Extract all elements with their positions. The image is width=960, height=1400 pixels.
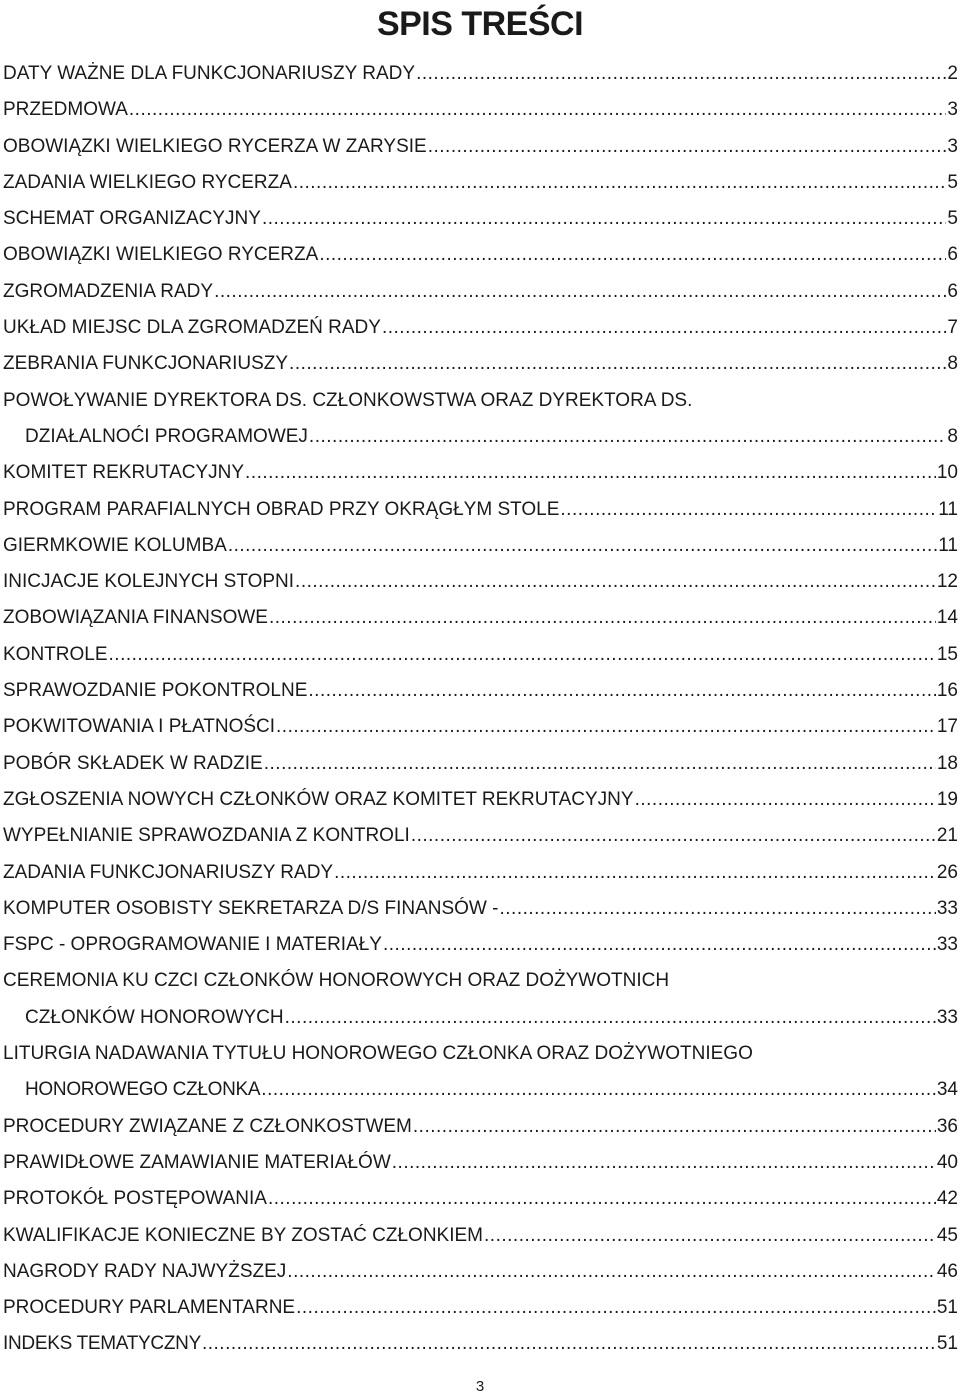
- toc-entry[interactable]: [3, 165, 958, 201]
- toc-entry-title: OBOWIĄZKI WIELKIEGO RYCERZA: [3, 244, 319, 266]
- toc-dot-leader: [484, 1218, 936, 1254]
- toc-dot-leader: [499, 891, 935, 927]
- toc-dot-leader: [264, 746, 936, 782]
- toc-entry-page: 18: [936, 752, 958, 774]
- toc-entry-title: ZGŁOSZENIA NOWYCH CZŁONKÓW ORAZ KOMITET REKRUTACYJNY: [3, 788, 634, 810]
- toc-entry-page: 6: [947, 244, 958, 266]
- toc-entry-title: CZŁONKÓW HONOROWYCH: [25, 1006, 284, 1028]
- toc-entry-title: ZEBRANIA FUNKCJONARIUSZY: [3, 353, 289, 375]
- toc-dot-leader: [411, 818, 936, 854]
- toc-entry-title: POKWITOWANIA I PŁATNOŚCI: [3, 716, 276, 738]
- toc-entry-page: 5: [947, 171, 958, 193]
- toc-entry-title-line1: CEREMONIA KU CZCI CZŁONKÓW HONOROWYCH ORAZ DOŻYWOTNICH: [3, 970, 670, 992]
- toc-dot-leader: [109, 637, 936, 673]
- page-title: SPIS TREŚCI: [376, 5, 584, 43]
- toc-entry-page: 6: [947, 280, 958, 302]
- toc-entry-title: DZIAŁALNOĆI PROGRAMOWEJ: [25, 425, 308, 447]
- toc-dot-leader: [202, 1326, 936, 1362]
- toc-entry-page: 5: [947, 208, 958, 230]
- toc-entry[interactable]: [3, 637, 958, 673]
- toc-dot-leader: [129, 92, 947, 128]
- toc-entry-page: 2: [947, 63, 958, 84]
- toc-entry-page: 33: [936, 934, 958, 956]
- toc-entry-title: PRZEDMOWA: [3, 99, 128, 121]
- toc-dot-leader: [293, 165, 946, 201]
- toc-entry[interactable]: [3, 818, 958, 854]
- toc-dot-leader: [245, 455, 936, 491]
- toc-dot-leader: [262, 201, 946, 237]
- toc-entry[interactable]: [3, 1290, 958, 1326]
- toc-entry[interactable]: [3, 1218, 958, 1254]
- toc-entry-page: 33: [936, 1006, 958, 1028]
- toc-entry[interactable]: [3, 528, 958, 564]
- toc-entry[interactable]: [3, 492, 958, 528]
- toc-entry-page: 26: [936, 861, 958, 883]
- toc-entry[interactable]: [3, 1036, 958, 1109]
- toc-entry-title-line1: POWOŁYWANIE DYREKTORA DS. CZŁONKOWSTWA ORAZ DYREKTORA DS.: [3, 389, 693, 411]
- toc-entry-title: PROTOKÓŁ POSTĘPOWANIA: [3, 1188, 267, 1210]
- toc-entry[interactable]: [3, 782, 958, 818]
- toc-entry-page: 19: [936, 788, 958, 810]
- toc-dot-leader: [416, 56, 946, 92]
- toc-entry-page: 33: [936, 897, 958, 919]
- toc-dot-leader: [319, 237, 946, 273]
- toc-entry[interactable]: [3, 92, 958, 128]
- toc-entry-title: ZOBOWIĄZANIA FINANSOWE: [3, 607, 268, 629]
- toc-entry-title: PROGRAM PARAFIALNYCH OBRAD PRZY OKRĄGŁYM STOLE: [3, 498, 560, 520]
- toc-dot-leader: [214, 274, 946, 310]
- toc-dot-leader: [287, 1254, 936, 1290]
- toc-entry-title: HONOROWEGO CZŁONKA: [25, 1079, 261, 1101]
- toc-entry[interactable]: [3, 1145, 958, 1181]
- toc-entry-page: 40: [936, 1151, 958, 1173]
- toc-dot-leader: [289, 346, 946, 382]
- toc-entry[interactable]: [3, 1254, 958, 1290]
- toc-entry[interactable]: [3, 927, 958, 963]
- toc-entry[interactable]: [3, 746, 958, 782]
- toc-entry[interactable]: [3, 891, 958, 927]
- toc-entry[interactable]: [3, 346, 958, 382]
- toc-entry[interactable]: [3, 237, 958, 273]
- toc-entry-page: 36: [936, 1115, 958, 1137]
- toc-entry-page: 17: [936, 716, 958, 738]
- toc-entry-page: 46: [936, 1260, 958, 1282]
- toc-entry-title: PROCEDURY PARLAMENTARNE: [3, 1297, 296, 1319]
- toc-entry-page: 15: [936, 643, 958, 665]
- toc-entry[interactable]: [3, 274, 958, 310]
- toc-entry-title: PROCEDURY ZWIĄZANE Z CZŁONKOSTWEM: [3, 1115, 412, 1137]
- toc-entry-page: 21: [936, 825, 958, 847]
- toc-dot-leader: [383, 927, 936, 963]
- toc-entry-title: POBÓR SKŁADEK W RADZIE: [3, 752, 263, 774]
- toc-entry[interactable]: [3, 56, 958, 92]
- toc-entry-title: FSPC - OPROGRAMOWANIE I MATERIAŁY: [3, 934, 382, 956]
- toc-entry[interactable]: [3, 709, 958, 745]
- toc-entry-page: 3: [947, 99, 958, 121]
- toc-entry-title: UKŁAD MIEJSC DLA ZGROMADZEŃ RADY: [3, 317, 381, 339]
- toc-entry-title: NAGRODY RADY NAJWYŻSZEJ: [3, 1260, 287, 1282]
- toc-dot-leader: [560, 492, 937, 528]
- toc-entry-title: KOMPUTER OSOBISTY SEKRETARZA D/S FINANSÓW -: [3, 897, 499, 919]
- toc-dot-leader: [428, 129, 947, 165]
- table-of-contents: [3, 56, 958, 1363]
- toc-entry-title: INDEKS TEMATYCZNY: [3, 1333, 201, 1355]
- toc-entry-title: ZGROMADZENIA RADY: [3, 280, 214, 302]
- toc-dot-leader: [392, 1145, 936, 1181]
- toc-entry-page: 3: [947, 135, 958, 157]
- toc-entry-title: KWALIFIKACJE KONIECZNE BY ZOSTAĆ CZŁONKIEM: [3, 1224, 484, 1246]
- toc-entry-title: PRAWIDŁOWE ZAMAWIANIE MATERIAŁÓW: [3, 1151, 391, 1173]
- toc-entry-title: DATY WAŻNE DLA FUNKCJONARIUSZY RADY: [3, 63, 416, 84]
- toc-dot-leader: [309, 419, 947, 455]
- toc-entry[interactable]: [3, 455, 958, 491]
- toc-entry[interactable]: [3, 963, 958, 1036]
- toc-entry-title: KONTROLE: [3, 643, 108, 665]
- toc-entry-page: 42: [936, 1188, 958, 1210]
- toc-dot-leader: [285, 1000, 936, 1036]
- toc-entry-title: GIERMKOWIE KOLUMBA: [3, 534, 227, 556]
- toc-entry-title: KOMITET REKRUTACYJNY: [3, 462, 245, 484]
- toc-entry-title: INICJACJE KOLEJNYCH STOPNI: [3, 571, 295, 593]
- toc-entry[interactable]: [3, 600, 958, 636]
- toc-dot-leader: [269, 600, 936, 636]
- toc-entry[interactable]: [3, 1109, 958, 1145]
- toc-entry-page: 10: [936, 462, 958, 484]
- toc-entry[interactable]: [3, 673, 958, 709]
- toc-entry[interactable]: [3, 310, 958, 346]
- toc-entry[interactable]: [3, 201, 958, 237]
- toc-dot-leader: [268, 1181, 936, 1217]
- toc-entry-page: 34: [936, 1079, 958, 1101]
- toc-entry-title: WYPEŁNIANIE SPRAWOZDANIA Z KONTROLI: [3, 825, 410, 847]
- page-number: 3: [475, 1378, 485, 1395]
- toc-entry-page: 51: [936, 1333, 958, 1355]
- toc-entry-page: 16: [936, 680, 958, 702]
- toc-entry-page: 12: [936, 571, 958, 593]
- toc-entry-title: SPRAWOZDANIE POKONTROLNE: [3, 680, 308, 702]
- toc-dot-leader: [296, 1290, 936, 1326]
- toc-entry-page: 14: [936, 607, 958, 629]
- toc-dot-leader: [382, 310, 946, 346]
- toc-entry[interactable]: [3, 1181, 958, 1217]
- toc-entry[interactable]: [3, 129, 958, 165]
- toc-dot-leader: [261, 1072, 936, 1108]
- toc-entry-title: SCHEMAT ORGANIZACYJNY: [3, 208, 261, 230]
- toc-entry[interactable]: [3, 383, 958, 456]
- toc-entry-page: 45: [936, 1224, 958, 1246]
- toc-dot-leader: [413, 1109, 936, 1145]
- toc-dot-leader: [308, 673, 935, 709]
- toc-entry-page: 11: [938, 498, 958, 520]
- toc-entry-title: OBOWIĄZKI WIELKIEGO RYCERZA W ZARYSIE: [3, 135, 427, 157]
- toc-entry-page: 8: [947, 425, 958, 447]
- toc-dot-leader: [334, 855, 936, 891]
- toc-entry-page: 7: [947, 317, 958, 339]
- toc-entry-page: 51: [936, 1297, 958, 1319]
- toc-entry-title: ZADANIA FUNKCJONARIUSZY RADY: [3, 861, 334, 883]
- toc-dot-leader: [228, 528, 937, 564]
- toc-entry-page: 8: [947, 353, 958, 375]
- toc-entry[interactable]: [3, 1326, 958, 1362]
- toc-dot-leader: [276, 709, 936, 745]
- toc-entry[interactable]: [3, 564, 958, 600]
- toc-entry[interactable]: [3, 855, 958, 891]
- toc-dot-leader: [635, 782, 936, 818]
- toc-entry-page: 11: [938, 534, 958, 556]
- toc-entry-title-line1: LITURGIA NADAWANIA TYTUŁU HONOROWEGO CZŁONKA ORAZ DOŻYWOTNIEGO: [3, 1043, 753, 1065]
- toc-entry-title: ZADANIA WIELKIEGO RYCERZA: [3, 171, 292, 193]
- toc-dot-leader: [295, 564, 936, 600]
